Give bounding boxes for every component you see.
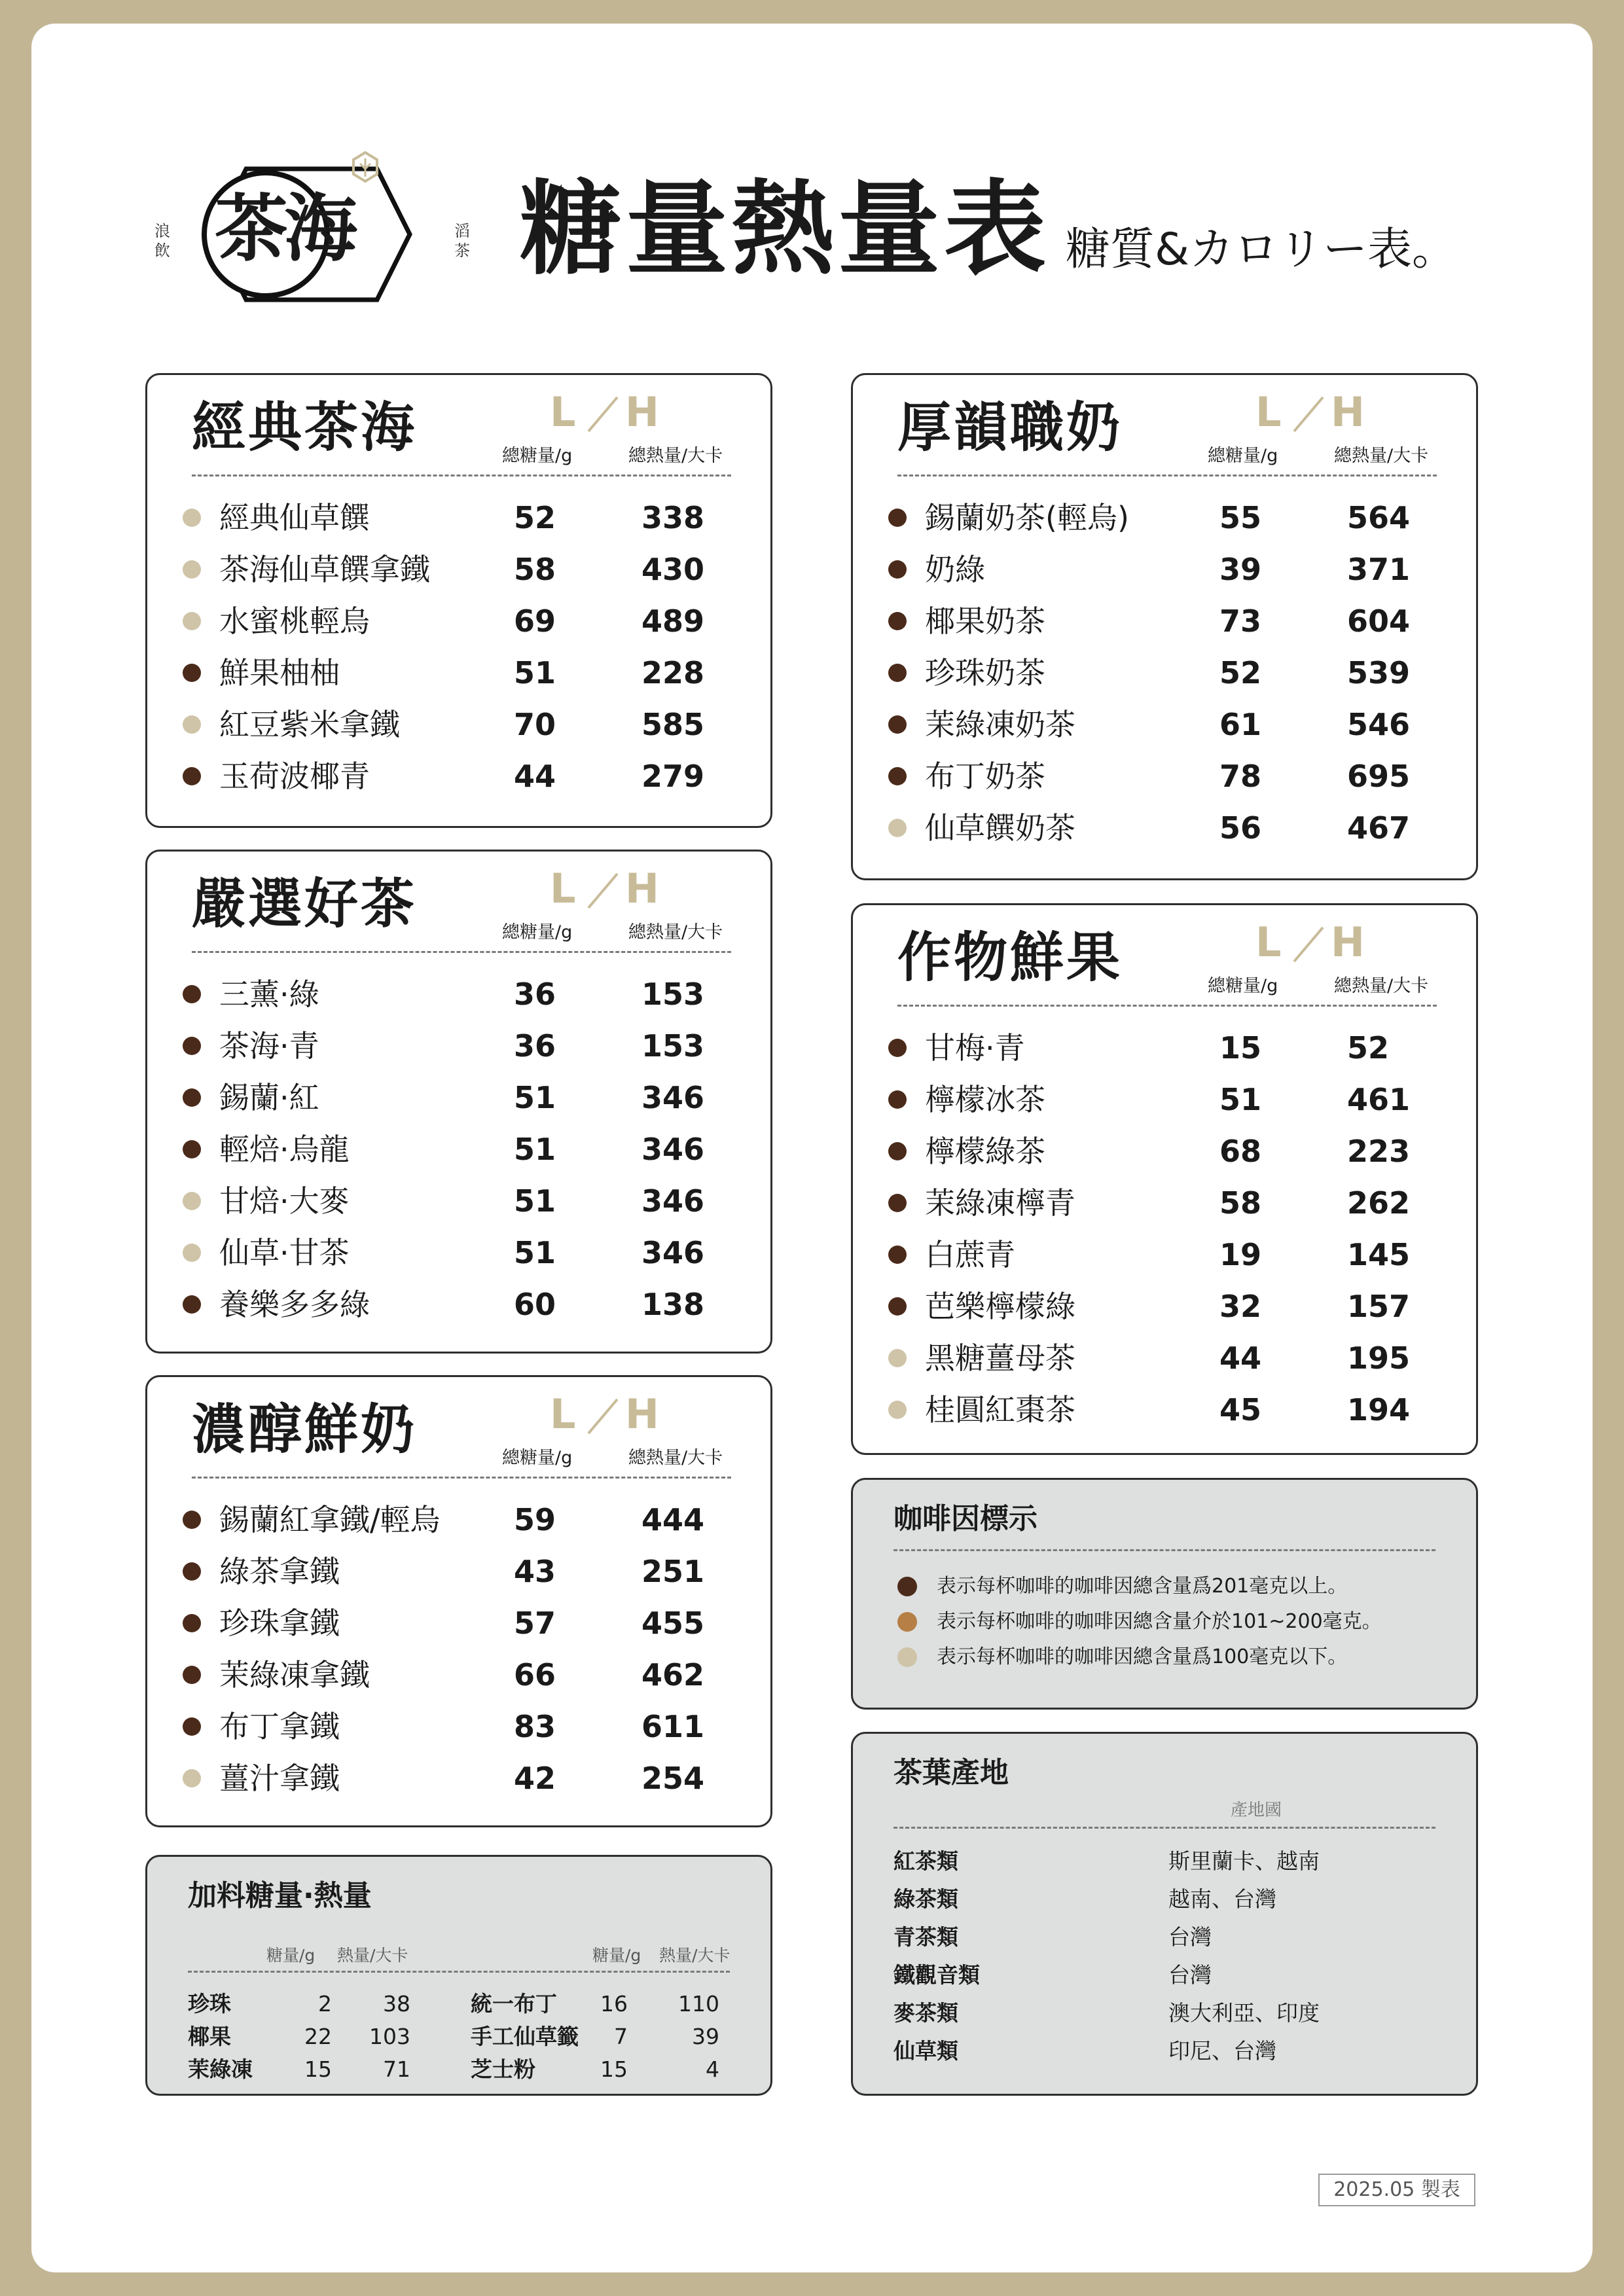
menu-item [853,1388,1476,1439]
item-name: 茉綠凍奶茶 [925,707,1075,742]
item-name: 珍珠奶茶 [925,655,1045,691]
item-calories: 467 [1347,810,1411,846]
menu-item [853,495,1476,547]
item-list [853,1026,1476,1439]
item-name: 錫蘭·紅 [219,1080,319,1115]
topping-row [188,2020,450,2053]
item-sugar: 51 [514,655,556,691]
topping-name: 芝士粉 [471,2056,535,2082]
item-name: 茶海仙草饌拿鐵 [219,552,430,587]
menu-item [147,1127,770,1179]
caffeine-dot-icon [183,715,201,734]
sugar-column-header: 總糖量/g [502,446,573,466]
item-calories: 157 [1347,1289,1411,1324]
item-list [147,972,770,1334]
origin-row [893,1956,1417,1994]
item-sugar: 73 [1219,603,1262,639]
item-name: 黑糖薑母茶 [925,1340,1075,1376]
item-calories: 279 [641,759,705,794]
origin-country: 斯里蘭卡、越南 [1168,1848,1320,1874]
calorie-column-header: 總熱量/大卡 [1334,976,1429,996]
tea-type: 鐵觀音類 [893,1962,980,1988]
item-sugar: 36 [514,977,556,1012]
menu-item [147,1601,770,1653]
toppings-panel [145,1855,772,2096]
section-divider [897,475,1437,476]
sugar-column-header: 總糖量/g [1208,976,1278,996]
caffeine-dot-icon [888,1401,907,1419]
item-sugar: 61 [1219,707,1262,742]
item-calories: 611 [641,1709,705,1744]
caffeine-dot-icon [183,985,201,1003]
caffeine-dot-icon [897,1612,917,1632]
item-name: 綠茶拿鐵 [219,1554,340,1589]
section-fruit [851,903,1478,1455]
menu-item [147,651,770,702]
item-name: 仙草·甘茶 [219,1235,350,1270]
section-divider [192,475,731,476]
item-name: 檸檬綠茶 [925,1134,1045,1169]
item-calories: 444 [641,1502,705,1537]
topping-name: 椰果 [188,2024,231,2049]
item-name: 桂圓紅棗茶 [925,1392,1075,1427]
origin-row [893,1994,1417,2032]
topping-calories: 39 [692,2024,719,2049]
origin-country: 印尼、台灣 [1168,2038,1276,2064]
item-name: 白蔗青 [925,1237,1015,1272]
item-calories: 585 [641,707,705,742]
item-calories: 430 [641,552,705,587]
item-sugar: 56 [1219,810,1262,846]
topping-sugar: 15 [600,2056,628,2082]
caffeine-dot-icon [183,1140,201,1158]
topping-name: 手工仙草籤 [471,2024,579,2049]
item-sugar: 51 [514,1183,556,1219]
caffeine-description: 表示每杯咖啡的咖啡因總含量爲100毫克以下。 [937,1645,1348,1668]
item-calories: 695 [1347,759,1411,794]
item-sugar: 59 [514,1502,556,1537]
topping-row [188,2053,450,2086]
size-h-label: H [625,1390,659,1438]
item-sugar: 19 [1219,1237,1262,1272]
origin-country: 越南、台灣 [1168,1886,1276,1912]
item-calories: 138 [641,1287,705,1322]
tea-type: 綠茶類 [893,1886,958,1912]
menu-item [853,599,1476,651]
topping-row [471,2053,732,2086]
caffeine-panel [851,1478,1478,1710]
item-calories: 346 [641,1080,705,1115]
caffeine-dot-icon [183,767,201,785]
caffeine-dot-icon [183,664,201,682]
topping-row [471,1988,732,2020]
item-sugar: 51 [514,1080,556,1115]
menu-item [147,754,770,806]
size-l-label: L [1255,918,1282,966]
item-calories: 546 [1347,707,1411,742]
item-sugar: 44 [1219,1340,1262,1376]
item-name: 水蜜桃輕烏 [219,603,370,639]
topping-calories: 38 [383,1991,410,2017]
item-calories: 455 [641,1605,705,1641]
caffeine-description: 表示每杯咖啡的咖啡因總含量介於101~200毫克。 [937,1610,1382,1633]
item-name: 仙草饌奶茶 [925,810,1075,846]
item-name: 椰果奶茶 [925,603,1045,639]
item-sugar: 58 [514,552,556,587]
caffeine-dot-icon [888,1349,907,1367]
brand-logo [154,149,482,319]
item-name: 甘梅·青 [925,1030,1025,1066]
tea-type: 青茶類 [893,1924,958,1950]
menu-item [147,599,770,651]
item-sugar: 83 [514,1709,556,1744]
caffeine-dot-icon [897,1577,917,1596]
item-calories: 346 [641,1235,705,1270]
item-calories: 194 [1347,1392,1411,1427]
menu-item [147,1498,770,1549]
item-sugar: 39 [1219,552,1262,587]
menu-item [147,1024,770,1075]
slash-icon [1291,396,1326,433]
item-calories: 153 [641,977,705,1012]
item-sugar: 57 [514,1605,556,1641]
date-label: 2025.05 製表 [1318,2174,1475,2206]
section-title: 作物鮮果 [897,927,1123,989]
menu-item [147,1549,770,1601]
page-subtitle: 糖質&カロリー表。 [1066,224,1457,276]
item-name: 茶海·青 [219,1028,319,1064]
size-label [1255,918,1373,966]
section-divider [897,1005,1437,1007]
item-sugar: 68 [1219,1134,1262,1169]
caffeine-dot-icon [888,1142,907,1160]
menu-item [853,1129,1476,1181]
slash-icon [1291,926,1326,963]
item-calories: 153 [641,1028,705,1064]
item-calories: 346 [641,1132,705,1167]
size-label [550,865,668,912]
caffeine-dot-icon [183,560,201,579]
item-name: 養樂多多綠 [219,1287,370,1322]
item-calories: 489 [641,603,705,639]
origin-panel [851,1732,1478,2096]
size-h-label: H [625,388,659,436]
item-sugar: 42 [514,1761,556,1796]
item-sugar: 70 [514,707,556,742]
menu-item [147,1282,770,1334]
item-name: 檸檬冰茶 [925,1082,1045,1117]
topping-calories: 71 [383,2056,410,2082]
topping-row [188,1988,450,2020]
item-name: 布丁奶茶 [925,759,1045,794]
topping-calories: 4 [706,2056,719,2082]
item-calories: 462 [641,1657,705,1693]
menu-item [147,702,770,754]
caffeine-dot-icon [183,1244,201,1262]
menu-item [147,1704,770,1756]
size-h-label: H [1331,918,1365,966]
caffeine-dot-icon [888,1090,907,1109]
menu-item [147,972,770,1024]
menu-item [853,1336,1476,1388]
menu-item [147,1075,770,1127]
item-name: 經典仙草饌 [219,500,370,535]
item-calories: 262 [1347,1185,1411,1221]
menu-item [853,1284,1476,1336]
item-calories: 195 [1347,1340,1411,1376]
item-calories: 145 [1347,1237,1411,1272]
menu-item [853,547,1476,599]
size-h-label: H [1331,388,1365,436]
item-sugar: 15 [1219,1030,1262,1066]
section-title: 經典茶海 [192,397,418,459]
slash-icon [586,396,620,433]
menu-item [853,1232,1476,1284]
item-sugar: 51 [514,1235,556,1270]
origin-header: 產地國 [1231,1801,1282,1820]
caffeine-dot-icon [183,1037,201,1055]
section-title: 濃醇鮮奶 [192,1399,418,1461]
size-l-label: L [1255,388,1282,436]
item-sugar: 60 [514,1287,556,1322]
menu-item [853,754,1476,806]
caffeine-dot-icon [183,1562,201,1581]
menu-item [147,1179,770,1230]
size-label [550,1390,668,1438]
item-calories: 564 [1347,500,1411,535]
slash-icon [586,872,620,909]
toppings-divider [188,1971,730,1973]
section-milk [145,1375,772,1827]
caffeine-dot-icon [183,1295,201,1314]
size-l-label: L [550,865,576,912]
caffeine-dot-icon [888,612,907,630]
item-calories: 254 [641,1761,705,1796]
item-list [147,1498,770,1808]
item-calories: 223 [1347,1134,1411,1169]
item-sugar: 78 [1219,759,1262,794]
topping-sugar: 7 [614,2024,628,2049]
toppings-cal-header-left: 熱量/大卡 [337,1946,408,1965]
section-title: 嚴選好茶 [192,873,418,935]
item-name: 錫蘭奶茶(輕烏) [925,500,1129,535]
origin-row [893,2032,1417,2070]
item-sugar: 66 [514,1657,556,1693]
item-name: 紅豆紫米拿鐵 [219,707,400,742]
origin-title: 茶葉產地 [893,1756,1009,1789]
section-divider [192,1477,731,1479]
section-title: 厚韻職奶 [897,397,1123,459]
item-sugar: 32 [1219,1289,1262,1324]
menu-item [853,1181,1476,1232]
calorie-column-header: 總熱量/大卡 [1334,446,1429,466]
item-sugar: 58 [1219,1185,1262,1221]
item-sugar: 45 [1219,1392,1262,1427]
topping-calories: 110 [678,1991,719,2017]
topping-row [471,2020,732,2053]
topping-sugar: 15 [304,2056,332,2082]
item-name: 輕焙·烏龍 [219,1132,350,1167]
caffeine-dot-icon [183,1717,201,1736]
page-title: 糖量熱量表 [520,170,1050,289]
item-name: 錫蘭紅拿鐵/輕烏 [219,1502,441,1537]
sugar-column-header: 總糖量/g [502,1448,573,1468]
size-l-label: L [550,388,576,436]
menu-item [147,1756,770,1808]
menu-item [853,1026,1476,1077]
caffeine-dot-icon [888,1039,907,1057]
item-name: 茉綠凍檸青 [925,1185,1075,1221]
calorie-column-header: 總熱量/大卡 [628,1448,723,1468]
toppings-title: 加料糖量·熱量 [188,1879,372,1912]
item-name: 鮮果柚柚 [219,655,340,691]
size-label [550,388,668,436]
caffeine-dot-icon [888,819,907,837]
item-calories: 461 [1347,1082,1411,1117]
origin-row [893,1842,1417,1880]
item-name: 珍珠拿鐵 [219,1605,340,1641]
item-calories: 346 [641,1183,705,1219]
tea-type: 麥茶類 [893,2000,958,2026]
menu-item [147,1230,770,1282]
item-sugar: 44 [514,759,556,794]
item-sugar: 51 [1219,1082,1262,1117]
caffeine-divider [893,1549,1435,1551]
item-calories: 539 [1347,655,1411,691]
caffeine-dot-icon [183,1666,201,1684]
caffeine-description: 表示每杯咖啡的咖啡因總含量爲201毫克以上。 [937,1575,1348,1598]
item-name: 茉綠凍拿鐵 [219,1657,370,1693]
caffeine-dot-icon [888,715,907,734]
item-name: 甘焙·大麥 [219,1183,350,1219]
item-calories: 228 [641,655,705,691]
section-divider [192,951,731,953]
section-milktea [851,373,1478,880]
toppings-sugar-header-left: 糖量/g [266,1946,316,1965]
origin-country: 台灣 [1168,1924,1212,1950]
item-calories: 251 [641,1554,705,1589]
caffeine-dot-icon [183,509,201,527]
item-name: 玉荷波椰青 [219,759,370,794]
caffeine-dot-icon [888,1297,907,1316]
menu-item [853,702,1476,754]
item-name: 三薰·綠 [219,977,319,1012]
size-l-label: L [550,1390,576,1438]
item-sugar: 52 [1219,655,1262,691]
menu-item [147,495,770,547]
caffeine-dot-icon [183,612,201,630]
logo-left-text: 浪飲 [154,222,170,260]
caffeine-dot-icon [888,767,907,785]
section-classic [145,373,772,828]
sugar-column-header: 總糖量/g [502,922,573,942]
size-h-label: H [625,865,659,912]
origin-country: 台灣 [1168,1962,1212,1988]
item-sugar: 55 [1219,500,1262,535]
caffeine-dot-icon [183,1511,201,1529]
tea-type: 仙草類 [893,2038,958,2064]
slash-icon [586,1398,620,1435]
item-sugar: 52 [514,500,556,535]
caffeine-dot-icon [897,1647,917,1667]
topping-calories: 103 [369,2024,410,2049]
item-calories: 338 [641,500,705,535]
item-sugar: 51 [514,1132,556,1167]
caffeine-dot-icon [888,509,907,527]
item-calories: 52 [1347,1030,1390,1066]
item-list [853,495,1476,857]
origin-row [893,1880,1417,1918]
item-name: 奶綠 [925,552,985,587]
size-label [1255,388,1373,436]
caffeine-dot-icon [888,560,907,579]
item-sugar: 43 [514,1554,556,1589]
caffeine-dot-icon [888,664,907,682]
menu-item [147,1653,770,1704]
logo-right-text: 滔茶 [454,222,470,260]
origin-row [893,1918,1417,1956]
origin-divider [893,1827,1435,1829]
topping-name: 珍珠 [188,1991,231,2017]
caffeine-dot-icon [183,1192,201,1210]
menu-item [853,651,1476,702]
toppings-sugar-header-right: 糖量/g [592,1946,641,1965]
origin-country: 澳大利亞、印度 [1168,2000,1320,2026]
tea-type: 紅茶類 [893,1848,958,1874]
topping-sugar: 22 [304,2024,332,2049]
topping-sugar: 16 [600,1991,628,2017]
item-name: 薑汁拿鐵 [219,1761,340,1796]
topping-sugar: 2 [318,1991,332,2017]
calorie-column-header: 總熱量/大卡 [628,922,723,942]
section-tea [145,850,772,1354]
item-sugar: 69 [514,603,556,639]
logo-brand-text: 茶海 [215,186,353,272]
caffeine-title: 咖啡因標示 [893,1502,1038,1535]
item-sugar: 36 [514,1028,556,1064]
caffeine-dot-icon [888,1246,907,1264]
menu-item [147,547,770,599]
topping-name: 統一布丁 [471,1991,557,2017]
item-calories: 604 [1347,603,1411,639]
caffeine-dot-icon [183,1769,201,1787]
caffeine-dot-icon [888,1194,907,1212]
item-calories: 371 [1347,552,1411,587]
item-name: 布丁拿鐵 [219,1709,340,1744]
item-name: 芭樂檸檬綠 [925,1289,1075,1324]
toppings-cal-header-right: 熱量/大卡 [659,1946,731,1965]
topping-name: 茉綠凍 [188,2056,253,2082]
item-list [147,495,770,806]
sugar-column-header: 總糖量/g [1208,446,1278,466]
caffeine-dot-icon [183,1088,201,1107]
caffeine-dot-icon [183,1614,201,1632]
menu-item [853,1077,1476,1129]
calorie-column-header: 總熱量/大卡 [628,446,723,466]
menu-item [853,806,1476,857]
